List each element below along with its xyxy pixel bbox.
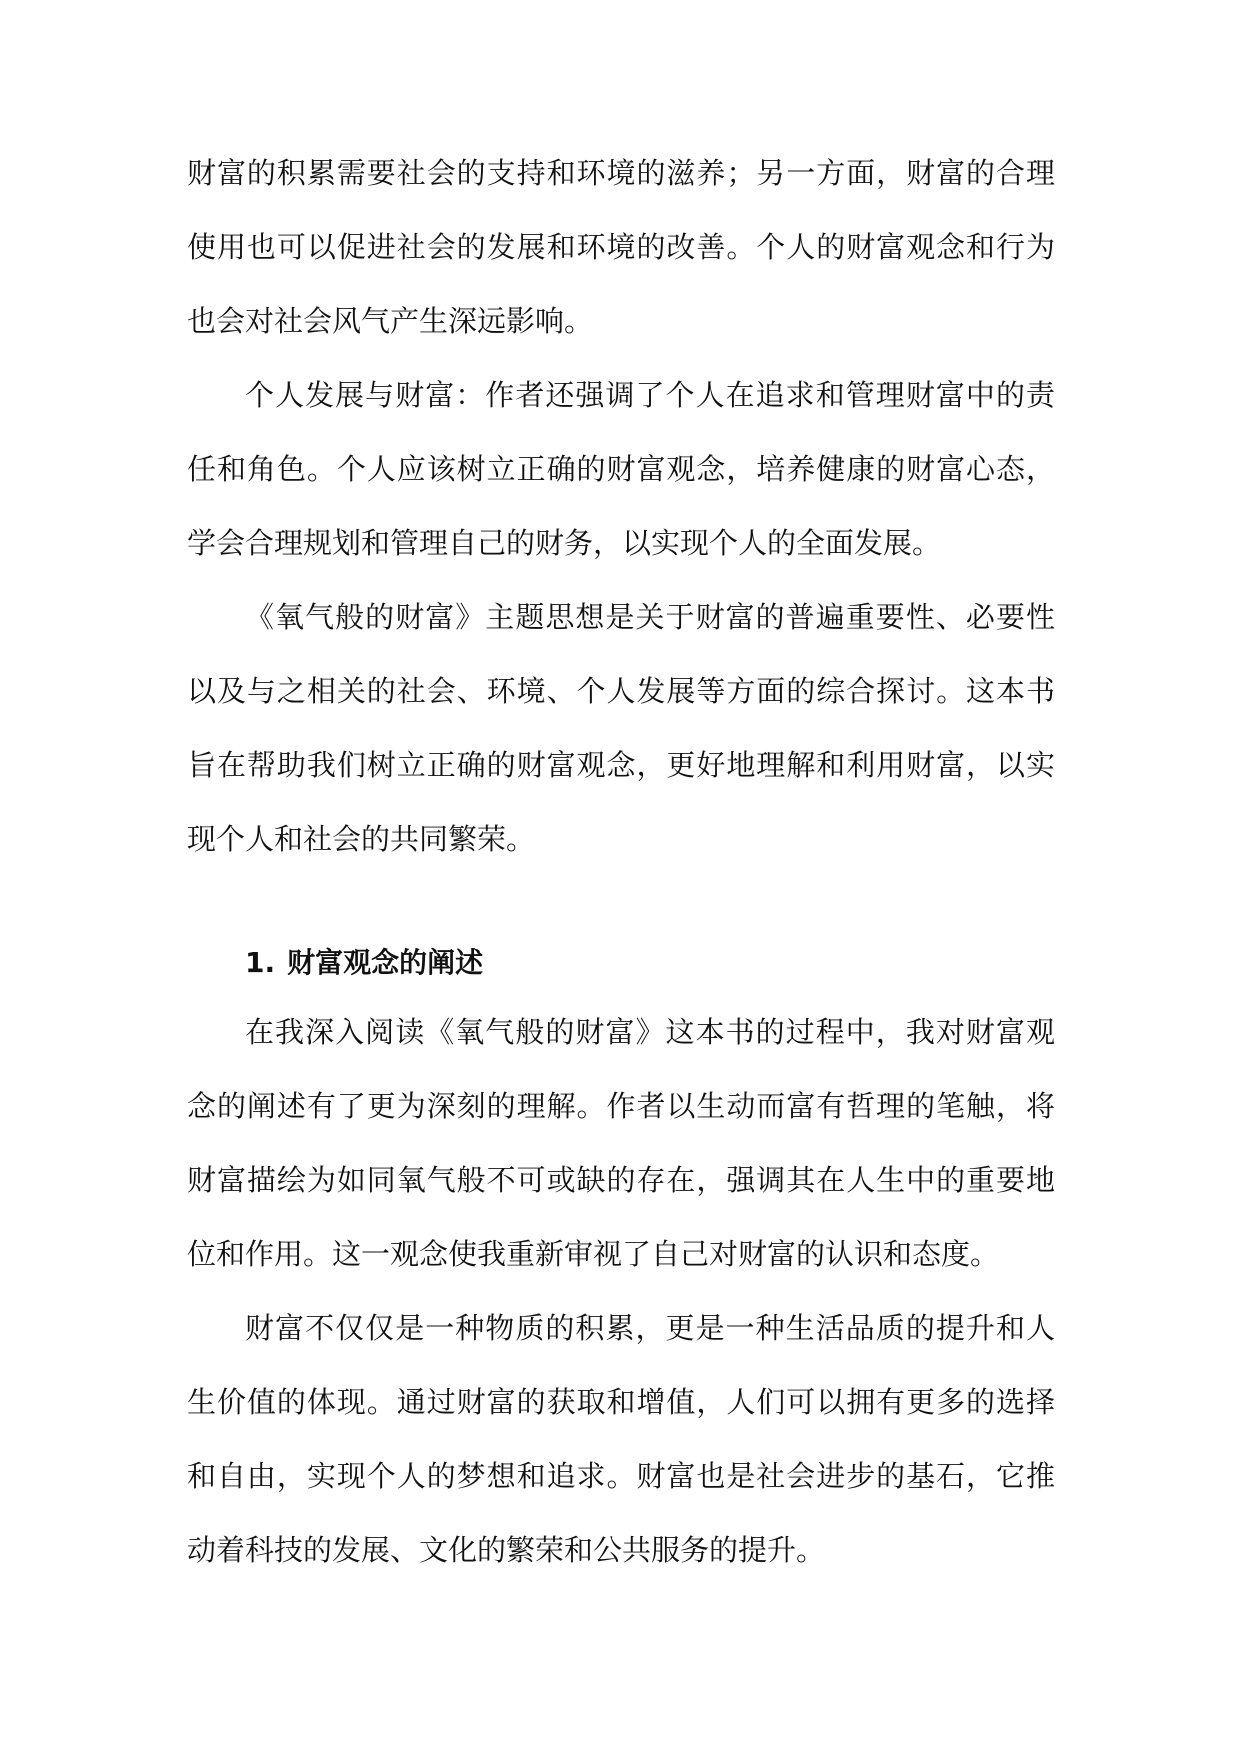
section-title: 财富观念的阐述	[287, 946, 484, 979]
paragraph-wealth-concept: 在我深入阅读《氧气般的财富》这本书的过程中，我对财富观念的阐述有了更为深刻的理解。作者以生动而富有哲理的笔触，将财富描绘为如同氧气般不可或缺的存在，强调其在人生中的重要地位和作用。这一观念使我重新审视了自己对财富的认识和态度。	[187, 1015, 1055, 1271]
paragraph-wealth-value: 财富不仅仅是一种物质的积累，更是一种生活品质的提升和人生价值的体现。通过财富的获取和增值，人们可以拥有更多的选择和自由，实现个人的梦想和追求。财富也是社会进步的基石，它推动着科技的发展、文化的繁荣和公共服务的提升。	[187, 1311, 1055, 1567]
paragraph-society-environment: 财富的积累需要社会的支持和环境的滋养；另一方面，财富的合理使用也可以促进社会的发展和环境的改善。个人的财富观念和行为也会对社会风气产生深远影响。	[187, 156, 1055, 338]
paragraph-book-theme: 《氧气般的财富》主题思想是关于财富的普遍重要性、必要性以及与之相关的社会、环境、个人发展等方面的综合探讨。这本书旨在帮助我们树立正确的财富观念，更好地理解和利用财富，以实现个人和社会的共同繁荣。	[187, 600, 1055, 856]
section-heading	[245, 926, 483, 1000]
paragraph-personal-development: 个人发展与财富：作者还强调了个人在追求和管理财富中的责任和角色。个人应该树立正确的财富观念，培养健康的财富心态，学会合理规划和管理自己的财务，以实现个人的全面发展。	[187, 378, 1055, 560]
section-number: 1.	[245, 946, 276, 979]
